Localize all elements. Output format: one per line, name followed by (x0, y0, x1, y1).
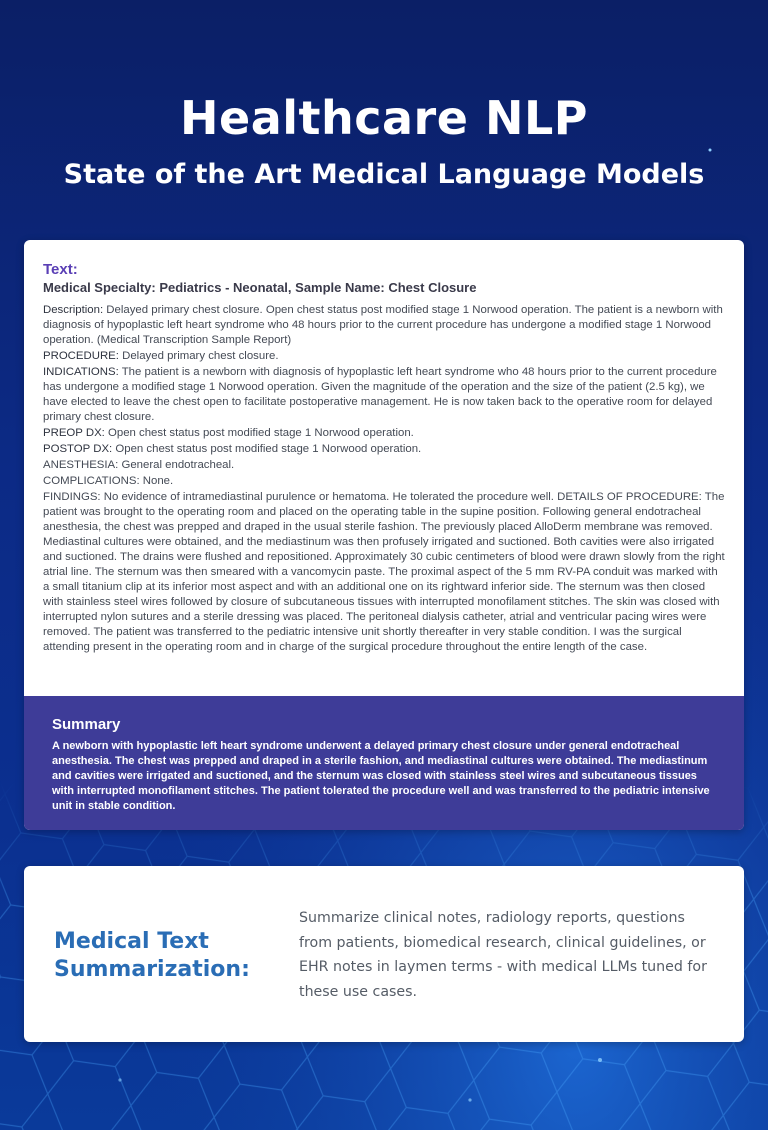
paragraph-text: Open chest status post modified stage 1 Norwood operation. (104, 427, 414, 439)
preop-paragraph (43, 426, 725, 441)
paragraph-label: Description: (43, 304, 104, 316)
indications-paragraph (43, 365, 725, 425)
feature-title: Medical Text Summarization: (54, 929, 250, 982)
anesthesia-paragraph (43, 458, 725, 473)
paragraph-text: Delayed primary chest closure. (118, 350, 279, 362)
complications-paragraph (43, 474, 725, 489)
feature-description: Summarize clinical notes, radiology reports, questions from patients, biomedical research, clinical guidelines, or EHR notes in laymen terms - with medical LLMs tuned for these use cases. (299, 910, 707, 1000)
text-label: Text: (43, 261, 78, 278)
paragraph-label: PROCEDURE: (43, 350, 119, 362)
paragraph-text: Open chest status post modified stage 1 Norwood operation. (112, 443, 422, 455)
procedure-paragraph (43, 349, 725, 364)
findings-paragraph (43, 490, 725, 655)
summary-panel (24, 696, 744, 830)
paragraph-label: PREOP DX: (43, 427, 105, 439)
specialty-heading: Medical Specialty: Pediatrics - Neonatal, Sample Name: Chest Closure (43, 280, 477, 295)
feature-card (24, 866, 744, 1042)
paragraph-text: COMPLICATIONS: None. (43, 475, 174, 487)
postop-paragraph (43, 442, 725, 457)
summary-title: Summary (52, 716, 121, 733)
hero-section (0, 88, 768, 194)
page-title: Healthcare NLP (180, 91, 588, 145)
page-subtitle: State of the Art Medical Language Models (63, 159, 705, 190)
paragraph-text: FINDINGS: No evidence of intramediastinal purulence or hematoma. He tolerated the procedure well. DETAILS OF PROCEDURE: The patient was brought to the operating room and placed on the operating table in the supine position. Following general endotracheal anesthesia, the chest was prepped and draped in the usual sterile fashion. The previously placed AlloDerm membrane was removed. Mediastinal cultures were obtained, and the mediastinum was then profusely irrigated and suctioned. Both cavities were also irrigated and suctioned. The drains were flushed and repositioned. Approximately 30 cubic centimeters of blood were drawn slowly from the right atrial line. The sternum was then smeared with a vancomycin paste. The proximal aspect of the 5 mm RV-PA conduit was marked with a small titanium clip at its inferior most aspect and with an additional one on its rightward inferior side. The sternum was then closed with stainless steel wires followed by closure of subcutaneous tissues with interrupted monofilament stitches. The skin was closed with interrupted nylon sutures and a sterile dressing was placed. The peritoneal dialysis catheter, atrial and ventricular pacing wires were removed. The patient was transferred to the pediatric intensive unit shortly thereafter in very stable condition. I was the surgical attending present in the operating room and in charge of the surgical procedure throughout the entire length of the case. (43, 491, 725, 653)
medical-text-body (24, 240, 744, 700)
paragraph-text: Delayed primary chest closure. Open chest status post modified stage 1 Norwood operation. The patient is a newborn with diagnosis of hypoplastic left heart syndrome who 48 hours prior to the current procedure has undergone a modified stage 1 Norwood operation. (Medical Transcription Sample Report) (43, 304, 723, 346)
summary-text: A newborn with hypoplastic left heart syndrome underwent a delayed primary chest closure under general endotracheal anesthesia. The chest was prepped and draped in a sterile fashion, and mediastinal cultures were obtained. The mediastinum and cavities were irrigated and suctioned, and the sternum was closed with stainless steel wires and subcutaneous tissues with interrupted monofilament stitches. The patient tolerated the procedure well and was transferred to the pediatric intensive unit in stable condition. (52, 740, 710, 812)
medical-text-card (24, 240, 744, 830)
paragraph-text: The patient is a newborn with diagnosis of hypoplastic left heart syndrome who 48 hours prior to the current procedure has undergone a modified stage 1 Norwood operation. Given the magnitude of the operation and the size of the patient (2.5 kg), we have elected to leave the chest open to facilitate postoperative management. He is now taken back to the operative room for delayed primary chest closure. (43, 366, 717, 423)
description-paragraph (43, 303, 725, 348)
paragraph-text: ANESTHESIA: General endotracheal. (43, 459, 235, 471)
paragraph-label: POSTOP DX: (43, 443, 113, 455)
paragraph-label: INDICATIONS: (43, 366, 119, 378)
